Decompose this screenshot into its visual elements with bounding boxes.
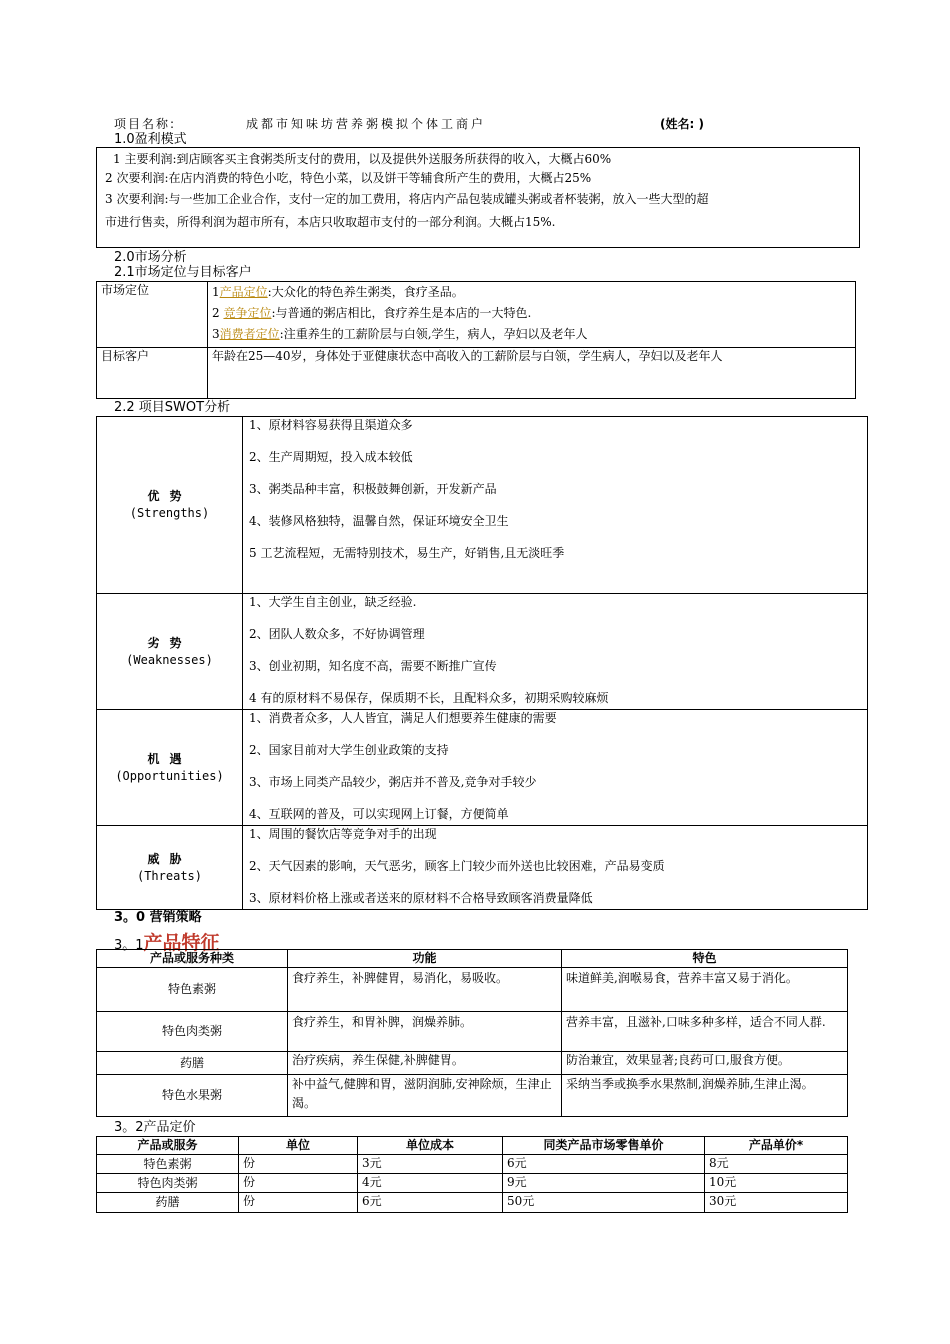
project-name: 成都市知味坊营养粥模拟个体工商户	[246, 117, 487, 131]
section-2-title: 2.0市场分析	[114, 250, 187, 265]
market-term: 产品定位	[219, 285, 268, 299]
pricing-header: 单位	[239, 1137, 358, 1155]
swot-threats-label: 威胁 (Threats)	[97, 826, 243, 910]
features-header: 功能	[288, 950, 562, 968]
market-item: 3消费者定位:注重养生的工薪阶层与白领,学生，病人，孕妇以及老年人	[212, 327, 588, 341]
profit-line-3: 3 次要利润:与一些加工企业合作，支付一定的加工费用，将店内产品包装成罐头粥或者杯装粥，放入一些大型的超	[105, 192, 709, 206]
swot-strengths-items: 1、原材料容易获得且渠道众多 2、生产周期短，投入成本较低 3、粥类品种丰富，积极鼓舞创新，开发新产品 4、装修风格独特，温馨自然，保证环境安全卫生 5 工艺流程短，无需特别技术，易生产，好销售,且无淡旺季	[243, 417, 868, 594]
profit-line-1: 1 主要利润:到店顾客买主食粥类所支付的费用，以及提供外送服务所获得的收入，大概占60%	[113, 152, 612, 166]
market-positions	[208, 282, 856, 348]
profit-line-2: 2 次要利润:在店内消费的特色小吃，特色小菜，以及饼干等辅食所产生的费用，大概占25%	[105, 171, 592, 185]
market-term: 消费者定位	[219, 327, 280, 341]
section-3-title: 3。0 营销策略	[114, 910, 202, 925]
swot-opportunities-items: 1、消费者众多，人人皆宜，满足人们想要养生健康的需要 2、国家目前对大学生创业政策的支持 3、市场上同类产品较少，粥店并不普及,竞争对手较少 4、互联网的普及，可以实现网上订餐，方便简单	[243, 710, 868, 826]
pricing-table	[96, 1136, 848, 1213]
features-header: 特色	[562, 950, 848, 968]
pricing-header: 产品单价*	[705, 1137, 848, 1155]
target-text: 年龄在25—40岁，身体处于亚健康状态中高收入的工薪阶层与白领，学生病人，孕妇以及老年人	[208, 348, 856, 399]
features-row: 特色水果粥 补中益气,健脾和胃，滋阴润肺,安神除烦，生津止渴。 采纳当季或换季水果熬制,润燥养肺,生津止渴。	[97, 1075, 848, 1117]
market-label: 市场定位	[97, 282, 208, 348]
section-3-1-title: 3。1产品特征	[114, 932, 220, 954]
section-3-2-title: 3。2产品定价	[114, 1120, 196, 1135]
market-term: 竞争定位	[223, 306, 272, 320]
target-label: 目标客户	[97, 348, 208, 399]
pricing-header: 产品或服务	[97, 1137, 239, 1155]
swot-strengths-label: 优势 (Strengths)	[97, 417, 243, 594]
pricing-row: 药膳 份 6元 50元 30元	[97, 1193, 848, 1213]
swot-threats-items: 1、周围的餐饮店等竞争对手的出现 2、天气因素的影响，天气恶劣，顾客上门较少而外送也比较困难，产品易变质 3、原材料价格上涨或者送来的原材料不合格导致顾客消费量降低	[243, 826, 868, 910]
features-row: 特色素粥 食疗养生，补脾健胃，易消化，易吸收。 味道鲜美,润喉易食，营养丰富又易于消化。	[97, 968, 848, 1012]
section-2-2-title: 2.2 项目SWOT分析	[114, 400, 231, 415]
swot-weaknesses-items: 1、大学生自主创业，缺乏经验. 2、团队人数众多，不好协调管理 3、创业初期，知名度不高，需要不断推广宣传 4 有的原材料不易保存，保质期不长，且配料众多，初期采购较麻烦	[243, 594, 868, 710]
student-name: (姓名: )	[660, 117, 704, 131]
product-features-heading: 产品特征	[143, 932, 220, 954]
pricing-row: 特色肉类粥 份 4元 9元 10元	[97, 1174, 848, 1193]
market-item: 2 竞争定位:与普通的粥店相比，食疗养生是本店的一大特色.	[212, 306, 532, 320]
pricing-header: 同类产品市场零售单价	[503, 1137, 705, 1155]
swot-weaknesses-label: 劣势 (Weaknesses)	[97, 594, 243, 710]
profit-model-box	[96, 147, 860, 248]
features-row: 特色肉类粥 食疗养生，和胃补脾，润燥养肺。 营养丰富，且滋补,口味多种多样，适合不同人群.	[97, 1012, 848, 1052]
section-2-1-title: 2.1市场定位与目标客户	[114, 265, 252, 280]
features-row: 药膳 治疗疾病，养生保健,补脾健胃。 防治兼宜，效果显著;良药可口,服食方便。	[97, 1052, 848, 1075]
pricing-header: 单位成本	[358, 1137, 503, 1155]
features-header: 产品或服务种类	[97, 950, 288, 968]
section-1-title: 1.0盈利模式	[114, 132, 187, 147]
project-name-label: 项目名称:	[114, 117, 177, 131]
swot-table	[96, 416, 868, 910]
profit-line-4: 市进行售卖，所得利润为超市所有，本店只收取超市支付的一部分利润。大概占15%.	[105, 215, 556, 229]
pricing-row: 特色素粥 份 3元 6元 8元	[97, 1155, 848, 1174]
features-table	[96, 949, 848, 1117]
swot-opportunities-label: 机遇 (Opportunities)	[97, 710, 243, 826]
market-table	[96, 281, 856, 399]
market-item: 1产品定位:大众化的特色养生粥类，食疗圣品。	[212, 285, 464, 299]
